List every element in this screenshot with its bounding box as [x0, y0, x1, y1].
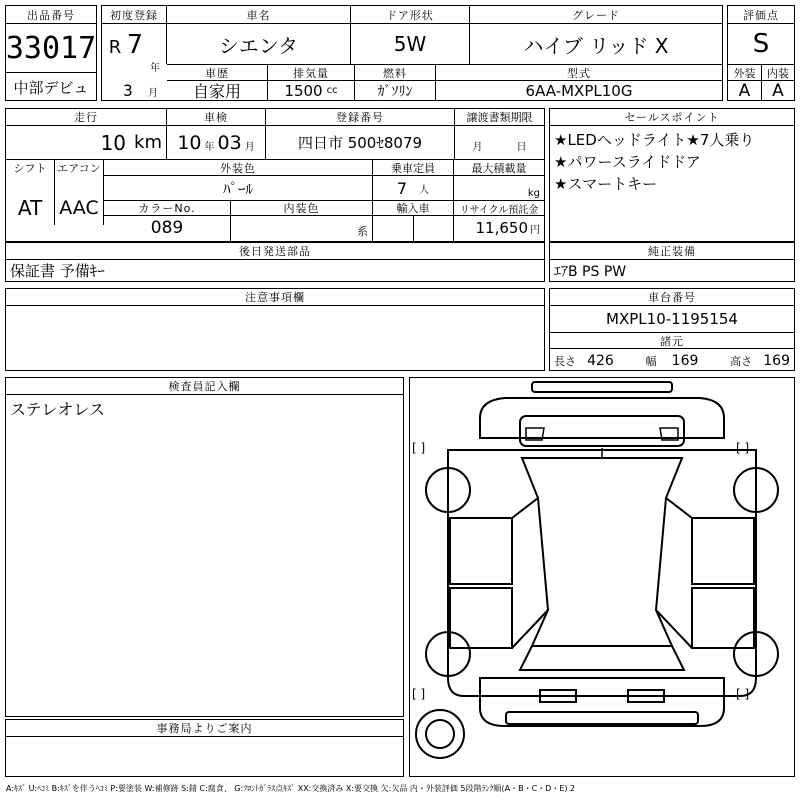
- first-reg-era: R: [108, 36, 122, 58]
- import-header: 輸入車: [396, 202, 430, 215]
- sales-point-line-3: ★スマートキー: [554, 175, 658, 193]
- office-header: 事務局よりご案内: [156, 722, 253, 735]
- diagram-right-pillar: [656, 498, 692, 648]
- chassis-block: [549, 288, 795, 371]
- ext-score-header: 外装: [733, 66, 756, 80]
- fuel-header: 燃料: [383, 66, 407, 80]
- aircon-header: エアコン: [57, 161, 101, 175]
- venue-name: 中部デビュ: [13, 78, 89, 97]
- chassis-header: 車台番号: [648, 291, 696, 304]
- history-header: 車歴: [205, 66, 229, 80]
- shift-header: シフト: [13, 161, 47, 175]
- diagram-left-pillar: [512, 498, 548, 648]
- first-reg-month: 3: [123, 80, 133, 100]
- equipment-block: [549, 242, 795, 282]
- mileage-header: 走行: [74, 111, 98, 124]
- diagram-right-rear-door: [692, 588, 754, 648]
- length-label: 長さ: [554, 355, 576, 368]
- capacity-value-wrap: [373, 176, 453, 200]
- car-diagram-svg: [410, 378, 794, 776]
- capacity-header: 乗車定員: [391, 161, 435, 175]
- score-value: S: [752, 29, 770, 59]
- max-load-unit: kg: [527, 187, 540, 199]
- diagram-rear-outline: [480, 398, 724, 438]
- inspection-year-unit: 年: [204, 142, 215, 153]
- chassis-value: MXPL10-1195154: [606, 310, 738, 328]
- diagram-spare-tire-inner: [426, 720, 454, 748]
- car-name-header: 車名: [246, 8, 271, 22]
- diagram-top-bumper: [532, 382, 672, 392]
- office-block: [5, 719, 404, 777]
- diagram-rear-window: [520, 416, 684, 446]
- color-no-value: 089: [150, 218, 184, 238]
- capacity-unit: 人: [419, 184, 430, 196]
- displacement-value: 1500: [284, 81, 323, 100]
- first-reg-year-unit: 年: [150, 62, 160, 72]
- model-value: 6AA-MXPL10G: [525, 81, 633, 100]
- ext-color-value: ﾊﾟｰﾙ: [222, 179, 253, 198]
- inspector-header: 検査員記入欄: [168, 380, 241, 393]
- transfer-header: 譲渡書類期限: [466, 111, 533, 124]
- transfer-value-wrap: [455, 135, 544, 155]
- notes-header: 注意事項欄: [245, 291, 305, 304]
- height-value: 169: [763, 353, 790, 369]
- later-parts-value: 保証書 予備ｷｰ: [10, 262, 105, 280]
- ext-score-value: A: [738, 81, 751, 100]
- dims-row: [550, 349, 794, 370]
- max-load-header: 最大積載量: [471, 161, 527, 175]
- inspector-block: [5, 377, 404, 717]
- length-value: 426: [587, 353, 614, 369]
- inspection-value-wrap: [167, 126, 265, 159]
- dims-header: 諸元: [660, 334, 684, 348]
- aircon-value: AAC: [59, 197, 99, 219]
- sales-point-line-2: ★パワースライドドア: [554, 153, 701, 171]
- diagram-bracket-fr: [ ]: [736, 687, 750, 701]
- recycle-header: リサイクル預託金: [459, 204, 539, 215]
- plate-value: 四日市 500ｾ8079: [297, 134, 423, 152]
- grade-value: ハイブ リッド X: [523, 33, 669, 58]
- plate-header: 登録番号: [336, 111, 384, 124]
- inspector-value: ステレオレス: [10, 400, 105, 419]
- mileage-value-wrap: [6, 126, 166, 159]
- diagram-left-rear-door: [450, 588, 512, 648]
- shift-value: AT: [17, 196, 43, 220]
- equipment-value: ｴｱB PS PW: [554, 263, 627, 280]
- diagram-spare-tire: [416, 710, 464, 758]
- legend-footer: A:ｷｽﾞ U:ﾍｺﾐ B:ｷｽﾞを伴うﾍｺﾐ P:要塗装 W:補修跡 S:錆 C:腐食、 G:ﾌﾛﾝﾄｶﾞﾗｽ点ｷｽﾞ XX:交換済み X:要交換 欠:欠品 内・外装評価 5段階ﾗﾝｸ順(A・B・C・D・E) 2: [6, 783, 576, 793]
- score-header: 評価点: [743, 8, 779, 22]
- score-block: [727, 5, 795, 101]
- door-value: 5W: [393, 32, 427, 56]
- diagram-left-front-door: [450, 518, 512, 584]
- notes-block: [5, 288, 545, 371]
- vehicle-info-block: [101, 5, 723, 101]
- lot-block: [5, 5, 97, 101]
- lot-number: 33017: [6, 30, 96, 66]
- ext-color-header: 外装色: [220, 161, 256, 175]
- sales-point-header: セールスポイント: [624, 111, 720, 124]
- diagram-body: [448, 450, 756, 696]
- grade-header: グレード: [572, 8, 620, 22]
- diagram-bracket-fl: [ ]: [412, 687, 426, 701]
- mileage-value: 10: [100, 130, 127, 155]
- inspection-header: 車検: [204, 111, 228, 124]
- diagram-bracket-rr: [ ]: [736, 441, 750, 455]
- fuel-value: ｶﾞｿﾘﾝ: [377, 83, 413, 100]
- inspection-month-unit: 月: [244, 142, 255, 153]
- first-reg-month-unit: 月: [148, 87, 158, 98]
- int-color-header: 内装色: [283, 202, 320, 215]
- int-score-header: 内装: [767, 66, 789, 80]
- sales-point-block: [549, 108, 795, 242]
- height-label: 高さ: [730, 355, 753, 368]
- recycle-unit: 円: [530, 224, 540, 236]
- car-diagram: [409, 377, 795, 777]
- sales-point-line-1: ★LEDヘッドライト★7人乗り: [554, 131, 755, 149]
- transfer-day-unit: 日: [516, 141, 527, 153]
- recycle-value-wrap: [454, 216, 544, 240]
- inspection-month: 03: [217, 131, 242, 154]
- diagram-bracket-rl: [ ]: [412, 441, 426, 455]
- int-score-value: A: [772, 81, 784, 100]
- equipment-header: 純正装備: [648, 245, 696, 258]
- car-name-value: シエンタ: [218, 33, 299, 58]
- diagram-windshield: [520, 646, 684, 670]
- diagram-right-front-door: [692, 518, 754, 584]
- int-color-unit: 系: [357, 225, 368, 238]
- displacement-value-wrap: [268, 81, 354, 100]
- later-parts-block: [5, 242, 545, 282]
- transfer-month-unit: 月: [472, 141, 483, 153]
- history-value: 自家用: [192, 82, 241, 100]
- recycle-value: 11,650: [475, 219, 528, 237]
- width-label: 幅: [645, 355, 657, 368]
- diagram-roof: [522, 458, 682, 646]
- color-no-header: カラーNo.: [138, 202, 196, 215]
- model-header: 型式: [567, 66, 591, 80]
- later-parts-header: 後日発送部品: [239, 245, 311, 258]
- displacement-unit: cc: [326, 85, 338, 96]
- diagram-front-outline: [480, 678, 724, 726]
- capacity-value: 7: [396, 178, 408, 198]
- mileage-unit: km: [134, 132, 162, 153]
- inspection-year: 10: [177, 131, 202, 154]
- lot-header: 出品番号: [27, 8, 75, 22]
- first-reg-header: 初度登録: [110, 8, 158, 22]
- first-reg-year: 7: [127, 30, 143, 60]
- displacement-header: 排気量: [293, 66, 329, 80]
- width-value: 169: [671, 353, 699, 369]
- door-header: ドア形状: [386, 8, 434, 22]
- spec-block: [5, 108, 545, 242]
- diagram-front-bumper: [506, 712, 698, 724]
